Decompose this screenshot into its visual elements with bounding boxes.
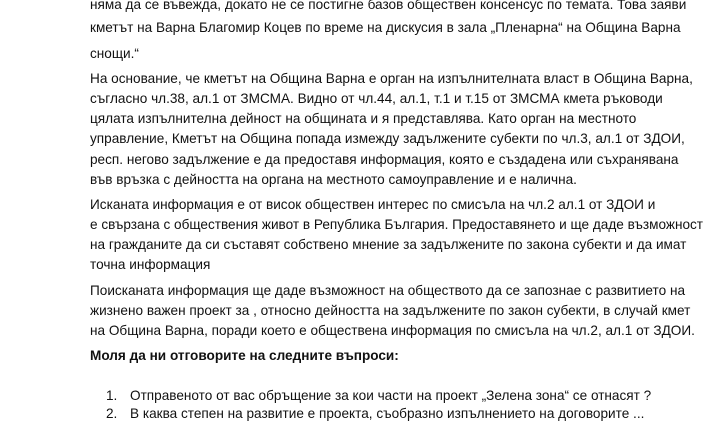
paragraph-3-line-3: на гражданите да си съставят собствено мнение за задължените по закона субекти и да имат — [90, 237, 687, 252]
paragraph-2-line-3: цялата изпълнителна дейност на общината и я представлява. Като орган на местното — [90, 111, 637, 126]
question-2-text: В каква степен на развитие е проекта, съобразно изпълнението на договорите ... — [130, 406, 645, 421]
paragraph-1-line-2: кметът на Варна Благомир Коцев по време на дискусия в зала „Пленарна“ на Община Варна — [90, 20, 681, 35]
paragraph-3-line-4: точна информация — [90, 257, 211, 272]
paragraph-2-line-5: респ. негово задължение е да предоставя информация, която е създадена или съхранявана — [90, 152, 679, 167]
question-2-number: 2. — [106, 406, 118, 421]
request-heading: Моля да ни отговорите на следните въпроси: — [90, 348, 399, 363]
question-1-number: 1. — [106, 388, 118, 403]
paragraph-3-line-2: е свързана с обществения живот в Република България. Предоставянето и ще даде възможност — [90, 217, 704, 232]
paragraph-4-line-2: жизнено важен проект за , относно дейността на задължените по закон субекти, в случай кмет — [90, 303, 691, 318]
paragraph-4-line-3: на Община Варна, поради което е обществена информация по смисъла на чл.2, ал.1 от ЗДОИ. — [90, 323, 695, 338]
paragraph-3-line-1: Исканата информация е от висок обществен интерес по смисъла на чл.2 ал.1 от ЗДОИ и — [90, 197, 656, 212]
paragraph-1-line-3: снощи.“ — [90, 46, 139, 61]
paragraph-2-line-1: На основание, че кметът на Община Варна е орган на изпълнителната власт в Община Варна, — [90, 71, 693, 86]
paragraph-2-line-6: във връзка с дейността на органа на местното самоуправление и е налична. — [90, 172, 577, 187]
paragraph-1-line-1: няма да се въвежда, докато не се постигне базов обществен консенсус по темата. Това заяви — [90, 0, 687, 12]
paragraph-2-line-4: управление, Кметът на Община попада измежду задължените субекти по чл.3, ал.1 от ЗДОИ, — [90, 131, 685, 146]
paragraph-4-line-1: Поисканата информация ще даде възможност на обществото да се запознае с развитието на — [90, 283, 686, 298]
paragraph-2-line-2: съгласно чл.38, ал.1 от ЗМСМА. Видно от чл.44, ал.1, т.1 и т.15 от ЗМСМА кмета ръководи — [90, 91, 663, 106]
question-1-text: Отправеното от вас обръщение за кои части на проект „Зелена зона“ се отнасят ? — [130, 388, 652, 403]
